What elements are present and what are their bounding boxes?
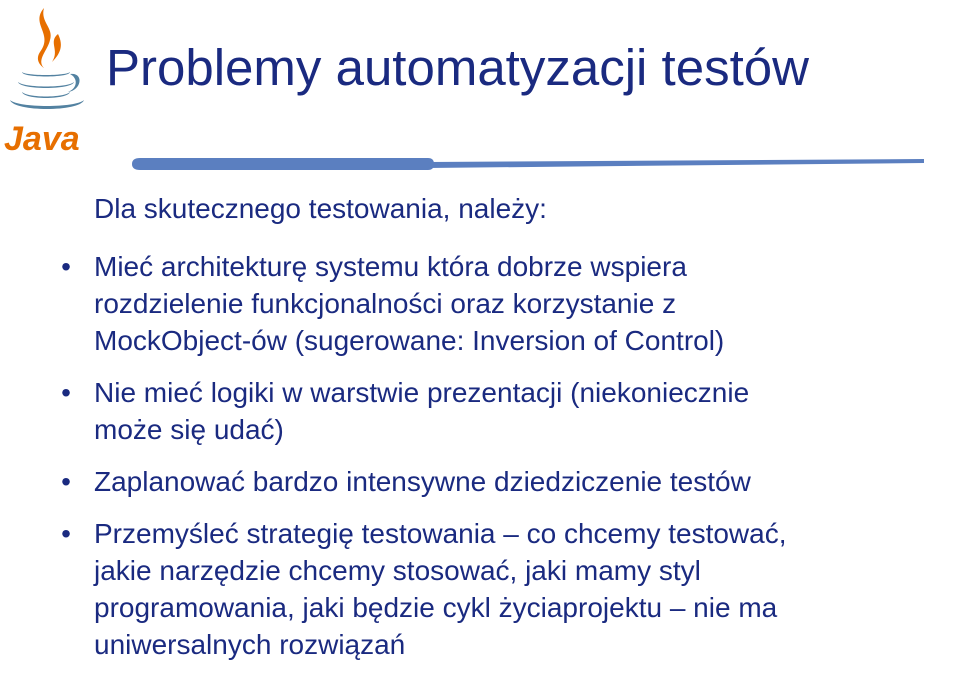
bullet-icon: • [61, 466, 71, 497]
list-item [0, 248, 960, 359]
bullet-list [0, 248, 960, 678]
bullet-icon: • [61, 518, 71, 549]
java-wordmark: Java [4, 120, 80, 158]
list-item [0, 515, 960, 663]
bullet-icon: • [61, 251, 71, 282]
title-underline-decoration [128, 154, 928, 174]
bullet-text: Zaplanować bardzo intensywne dziedziczenie testów [94, 466, 751, 497]
bullet-text: Nie mieć logiki w warstwie prezentacji (niekoniecznie może się udać) [94, 377, 750, 445]
list-item [0, 374, 960, 448]
list-item [0, 463, 960, 500]
intro-text: Dla skutecznego testowania, należy: [94, 193, 547, 224]
bullet-text: Mieć architekturę systemu która dobrze wspiera rozdzielenie funkcjonalności oraz korzystanie z MockObject-ów (sugerowane: Inversion of Control) [94, 251, 725, 356]
bullet-text: Przemyśleć strategię testowania – co chcemy testować, jakie narzędzie chcemy stosować, jaki mamy styl programowania, jaki będzie cykl życiaprojektu – nie ma uniwersalnych rozwiązań [94, 518, 787, 660]
java-logo-icon [0, 0, 96, 160]
slide-title: Problemy automatyzacji testów [106, 39, 809, 96]
bullet-icon: • [61, 377, 71, 408]
